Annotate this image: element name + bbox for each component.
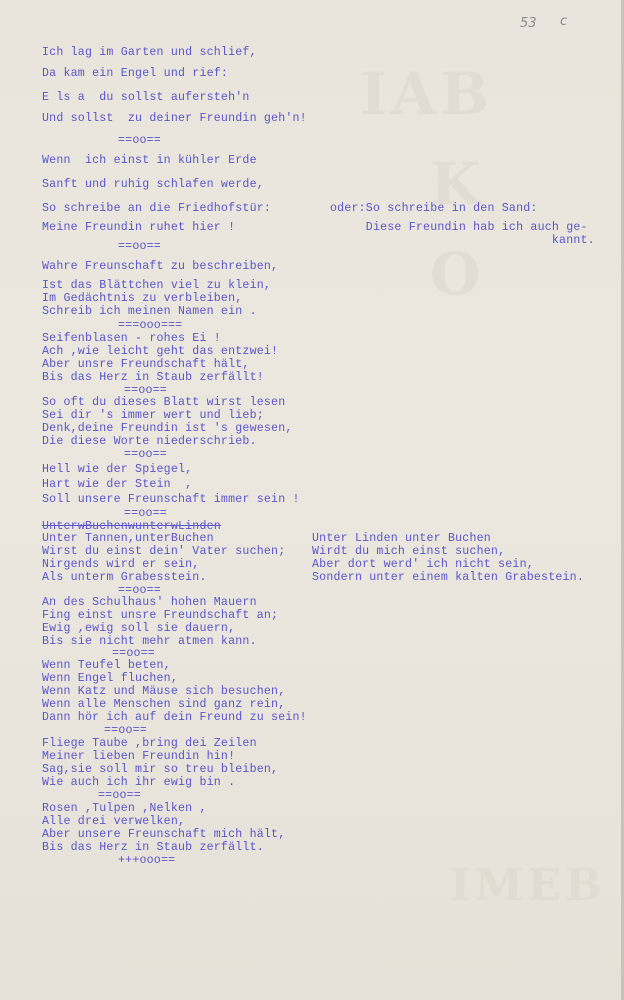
poem-line: Wie auch ich ihr ewig bin . [42, 776, 236, 789]
poem-line: Fliege Taube ,bring dei Zeilen [42, 737, 257, 750]
separator: ==oo== [118, 134, 161, 147]
poem-line: Wenn Katz und Mäuse sich besuchen, [42, 685, 286, 698]
poem-line: Da kam ein Engel und rief: [42, 67, 229, 80]
bleed-through-text: K [430, 150, 485, 218]
poem-line: Wenn alle Menschen sind ganz rein, [42, 698, 286, 711]
variant-line: Unter Linden unter Buchen [312, 532, 491, 545]
poem-line: Ist das Blättchen viel zu klein, [42, 279, 272, 292]
poem-line: Ach ,wie leicht geht das entzwei! [42, 345, 279, 358]
poem-line: Und sollst zu deiner Freundin geh'n! [42, 112, 307, 125]
poem-line: Ewig ,ewig soll sie dauern, [42, 622, 236, 635]
variant-line: kannt. [330, 234, 595, 247]
poem-line: Im Gedächtnis zu verbleiben, [42, 292, 243, 305]
poem-line: Wenn Teufel beten, [42, 659, 171, 672]
poem-line: An des Schulhaus' hohen Mauern [42, 596, 257, 609]
poem-line: So oft du dieses Blatt wirst lesen [42, 396, 286, 409]
separator: ==oo== [124, 507, 167, 520]
poem-line: Ich lag im Garten und schlief, [42, 46, 257, 59]
poem-line: Sanft und ruhig schlafen werde, [42, 178, 264, 191]
poem-line: Seifenblasen - rohes Ei ! [42, 332, 221, 345]
separator: ==oo== [112, 647, 155, 660]
poem-line: Die diese Worte niederschrieb. [42, 435, 257, 448]
poem-line: Meiner lieben Freundin hin! [42, 750, 236, 763]
poem-line: Wenn Engel fluchen, [42, 672, 178, 685]
separator: ==oo== [98, 789, 141, 802]
poem-line: Hell wie der Spiegel, [42, 463, 193, 476]
poem-line: Soll unsere Freunschaft immer sein ! [42, 493, 300, 506]
separator: +++ooo== [118, 854, 176, 867]
separator: ==oo== [118, 240, 161, 253]
poem-line: Alle drei verwelken, [42, 815, 186, 828]
separator: ==oo== [118, 584, 161, 597]
poem-line: Aber unsre Freundschaft hält, [42, 358, 250, 371]
poem-line: Bis das Herz in Staub zerfällt! [42, 371, 264, 384]
variant-line: Wirdt du mich einst suchen, [312, 545, 506, 558]
page-number-mark: 53 [520, 16, 537, 31]
poem-line: Schreib ich meinen Namen ein . [42, 305, 257, 318]
poem-line: Meine Freundin ruhet hier ! [42, 221, 236, 234]
poem-line: Bis das Herz in Staub zerfällt. [42, 841, 264, 854]
separator: ==oo== [124, 448, 167, 461]
struck-line: UnterwBuchenwunterwLinden [42, 520, 221, 533]
poem-line: Wenn ich einst in kühler Erde [42, 154, 257, 167]
separator: ==oo== [124, 384, 167, 397]
poem-line: Als unterm Grabesstein. [42, 571, 207, 584]
poem-line: Bis sie nicht mehr atmen kann. [42, 635, 257, 648]
bleed-through-text: IMEB [450, 860, 607, 911]
poem-line: Aber unsere Freunschaft mich hält, [42, 828, 286, 841]
poem-line: So schreibe an die Friedhofstür: [42, 202, 272, 215]
poem-line: Denk,deine Freundin ist 's gewesen, [42, 422, 293, 435]
variant-line: Sondern unter einem kalten Grabestein. [312, 571, 584, 584]
poem-line: Dann hör ich auf dein Freund zu sein! [42, 711, 307, 724]
poem-line: Sei dir 's immer wert und lieb; [42, 409, 264, 422]
poem-line: Sag,sie soll mir so treu bleiben, [42, 763, 279, 776]
poem-line: Hart wie der Stein , [42, 478, 193, 491]
variant-line: Aber dort werd' ich nicht sein, [312, 558, 534, 571]
variant-line: Diese Freundin hab ich auch ge- [330, 221, 588, 234]
variant-line: oder:So schreibe in den Sand: [330, 202, 538, 215]
poem-line: Fing einst unsre Freundschaft an; [42, 609, 279, 622]
poem-line: Wirst du einst dein' Vater suchen; [42, 545, 286, 558]
poem-line: E ls a du sollst aufersteh'n [42, 91, 250, 104]
bleed-through-text: IAB [360, 60, 494, 128]
page-mark-extra: c [560, 14, 568, 29]
poem-line: Nirgends wird er sein, [42, 558, 200, 571]
poem-line: Rosen ,Tulpen ,Nelken , [42, 802, 207, 815]
separator: ===ooo=== [118, 319, 183, 332]
separator: ==oo== [104, 724, 147, 737]
poem-line: Wahre Freunschaft zu beschreiben, [42, 260, 279, 273]
poem-line: Unter Tannen,unterBuchen [42, 532, 214, 545]
bleed-through-text: O [430, 240, 485, 308]
